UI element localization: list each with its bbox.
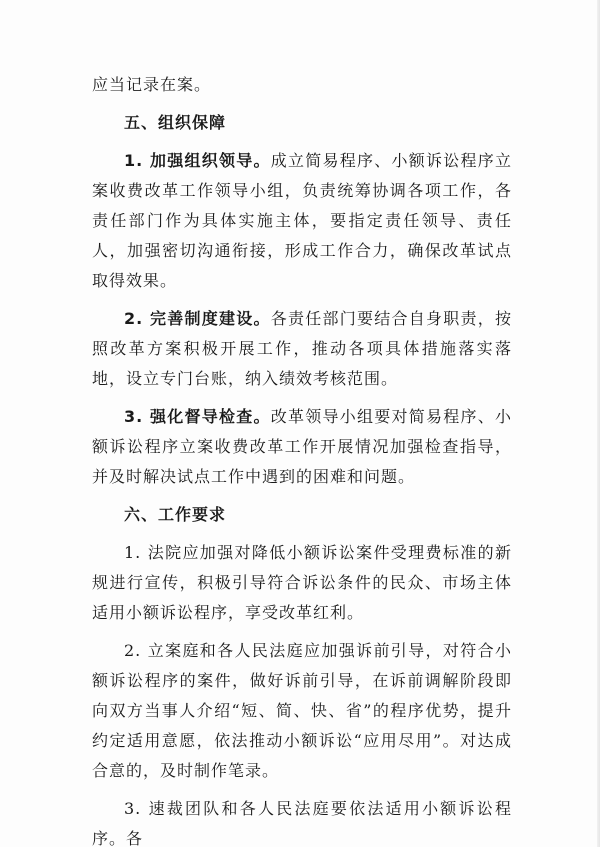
paragraph-continuation: 应当记录在案。 bbox=[92, 75, 212, 94]
paragraph-plain: 2. 立案庭和各人民法庭应加强诉前引导，对符合小额诉讼程序的案件，做好诉前引导，在诉前调解阶段即向双方当事人介绍“短、简、快、省”的程序优势，提升约定适用意愿，依法推动小额诉讼“应用尽用”。对达成合意的，及时制作笔录。 bbox=[92, 641, 512, 780]
paragraph-item bbox=[92, 146, 512, 296]
section-heading-requirements: 六、工作要求 bbox=[124, 505, 227, 524]
paragraph-plain: 3. 速裁团队和各人民法庭要依法适用小额诉讼程序。各 bbox=[92, 799, 512, 848]
item-text: 成立简易程序、小额诉讼程序立案收费改革工作领导小组，负责统筹协调各项工作，各责任部门作为具体实施主体，要指定责任领导、责任人，加强密切沟通衔接，形成工作合力，确保改革试点取得效果。 bbox=[92, 151, 512, 290]
item-text: 改革领导小组要对简易程序、小额诉讼程序立案收费改革工作开展情况加强检查指导，并及时解决试点工作中遇到的困难和问题。 bbox=[92, 407, 512, 486]
paragraph-item bbox=[92, 304, 512, 394]
document-body bbox=[92, 70, 512, 854]
item-lead: 1. 加强组织领导。 bbox=[124, 151, 271, 170]
paragraph-item bbox=[92, 402, 512, 492]
paragraph-plain: 1. 法院应加强对降低小额诉讼案件受理费标准的新规进行宣传，积极引导符合诉讼条件的民众、市场主体适用小额诉讼程序，享受改革红利。 bbox=[92, 543, 512, 622]
item-lead: 3. 强化督导检查。 bbox=[124, 407, 271, 426]
item-text: 各责任部门要结合自身职责，按照改革方案积极开展工作，推动各项具体措施落实落地，设立专门台账，纳入绩效考核范围。 bbox=[92, 309, 512, 388]
item-lead: 2. 完善制度建设。 bbox=[124, 309, 271, 328]
section-heading-organization: 五、组织保障 bbox=[124, 113, 227, 132]
